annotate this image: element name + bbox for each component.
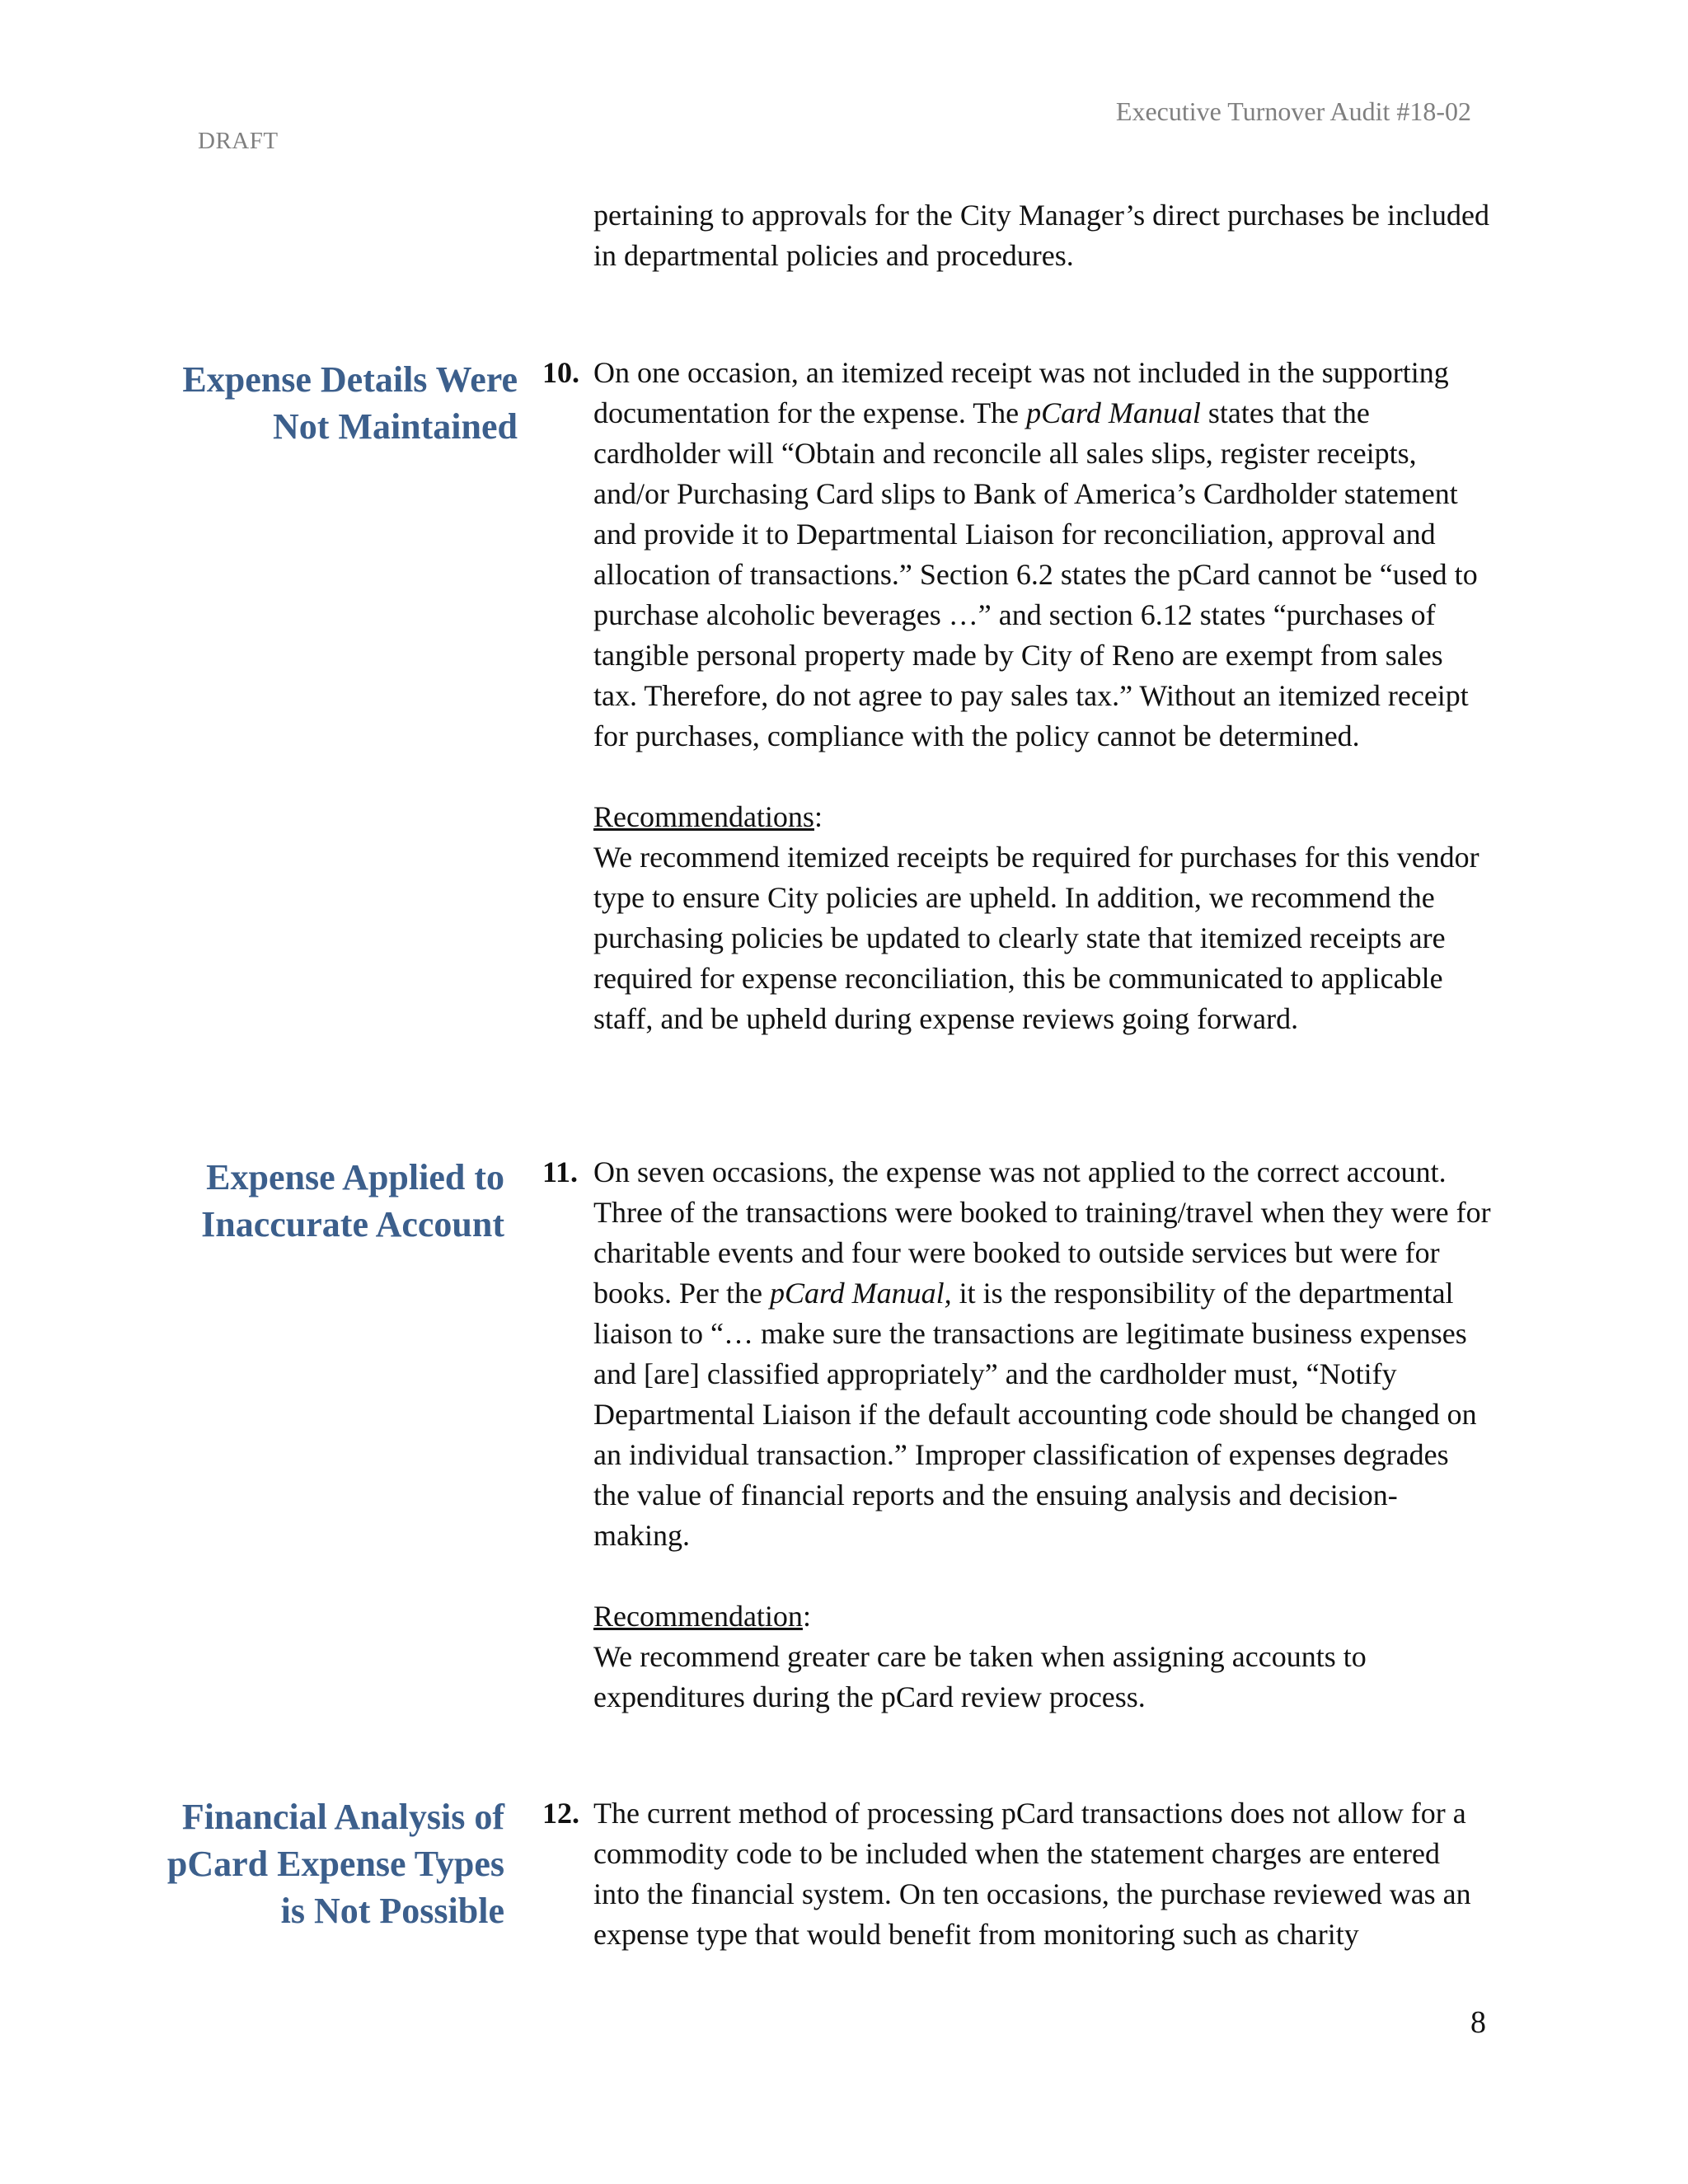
continuation-paragraph: pertaining to approvals for the City Manager’s direct purchases be included in departmental policies and procedures. [593,199,1489,272]
finding-11-heading-line-2: Inaccurate Account [201,1204,504,1244]
finding-11-rec-heading: Recommendation [593,1600,803,1633]
finding-12-number: 12. [542,1797,579,1830]
finding-11-body [593,1152,1492,1556]
finding-12-heading [158,1793,504,1934]
finding-11-content [593,1152,1492,1718]
finding-10-recommendation-label [593,797,1492,837]
finding-11-recommendation-text: We recommend greater care be taken when assigning accounts to expenditures during the pCard review process. [593,1640,1367,1713]
finding-12-heading-line-3: is Not Possible [280,1891,504,1931]
finding-11-number: 11. [542,1155,579,1188]
finding-10-heading-line-2: Not Maintained [273,406,518,447]
finding-11-rec-colon: : [802,1600,811,1633]
finding-12-heading-line-1: Financial Analysis of [181,1797,504,1837]
finding-11-heading-line-1: Expense Applied to [206,1157,504,1197]
finding-11-recommendation-label [593,1596,1492,1637]
document-title-header: Executive Turnover Audit #18-02 [1115,96,1471,126]
finding-12-content [593,1793,1492,1955]
finding-10-body-part-2: states that the cardholder will “Obtain and reconcile all sales slips, register receipts, and/or Purchasing Card slips to Bank of America’s Cardholder statement and provide it to Departmental Liaison for reconciliation, approval and allocation of transactions.” Section 6.2 states the pCard cannot be “used to purchase alcoholic beverages …” and section 6.12 states “purchases of tangible personal property made by City of Reno are exempt from sales tax. Therefore, do not agree to pay sales tax.” Without an itemized receipt for purchases, compliance with the policy cannot be determined. [593,396,1478,752]
finding-10-body [593,353,1492,757]
finding-10-rec-colon: : [814,800,823,833]
finding-11-body-part-1: On seven occasions, the expense was not applied to the correct account. Three of the transactions were booked to training/travel when they were for charitable events and four were booked to outside services but were for books. Per the [593,1155,1491,1310]
finding-12-body: The current method of processing pCard transactions does not allow for a commodity code to be included when the statement charges are entered into the financial system. On ten occasions, the purchase reviewed was an expense type that would benefit from monitoring such as charity [593,1797,1471,1951]
finding-11-body-part-2: it is the responsibility of the departmental liaison to “… make sure the transactions are legitimate business expenses and [are] classified appropriately” and the cardholder must, “Notify Departmental Liaison if the default accounting code should be changed on an individual transaction.” Improper classification of expenses degrades the value of financial reports and the ensuing analysis and decision-making. [593,1277,1477,1552]
finding-10-rec-heading: Recommendations [593,800,814,833]
finding-12-heading-line-2: pCard Expense Types [166,1844,504,1884]
finding-11-manual-title: pCard Manual, [769,1277,952,1310]
finding-10-content [593,353,1492,1039]
finding-10-heading-line-1: Expense Details Were [182,359,518,400]
draft-label: DRAFT [198,128,279,154]
finding-10-heading [171,356,518,450]
finding-10-number: 10. [542,356,579,389]
finding-11-heading [158,1154,504,1248]
page-number: 8 [1470,2005,1486,2040]
finding-10-body-part-1: On one occasion, an itemized receipt was not included in the supporting documentation for the expense. The [593,356,1449,429]
finding-10-recommendation-text: We recommend itemized receipts be required for purchases for this vendor type to ensure City policies are upheld. In addition, we recommend the purchasing policies be updated to clearly state that itemized receipts are required for expense reconciliation, this be communicated to applicable staff, and be upheld during expense reviews going forward. [593,841,1479,1035]
finding-10-manual-title: pCard Manual [1026,396,1201,429]
